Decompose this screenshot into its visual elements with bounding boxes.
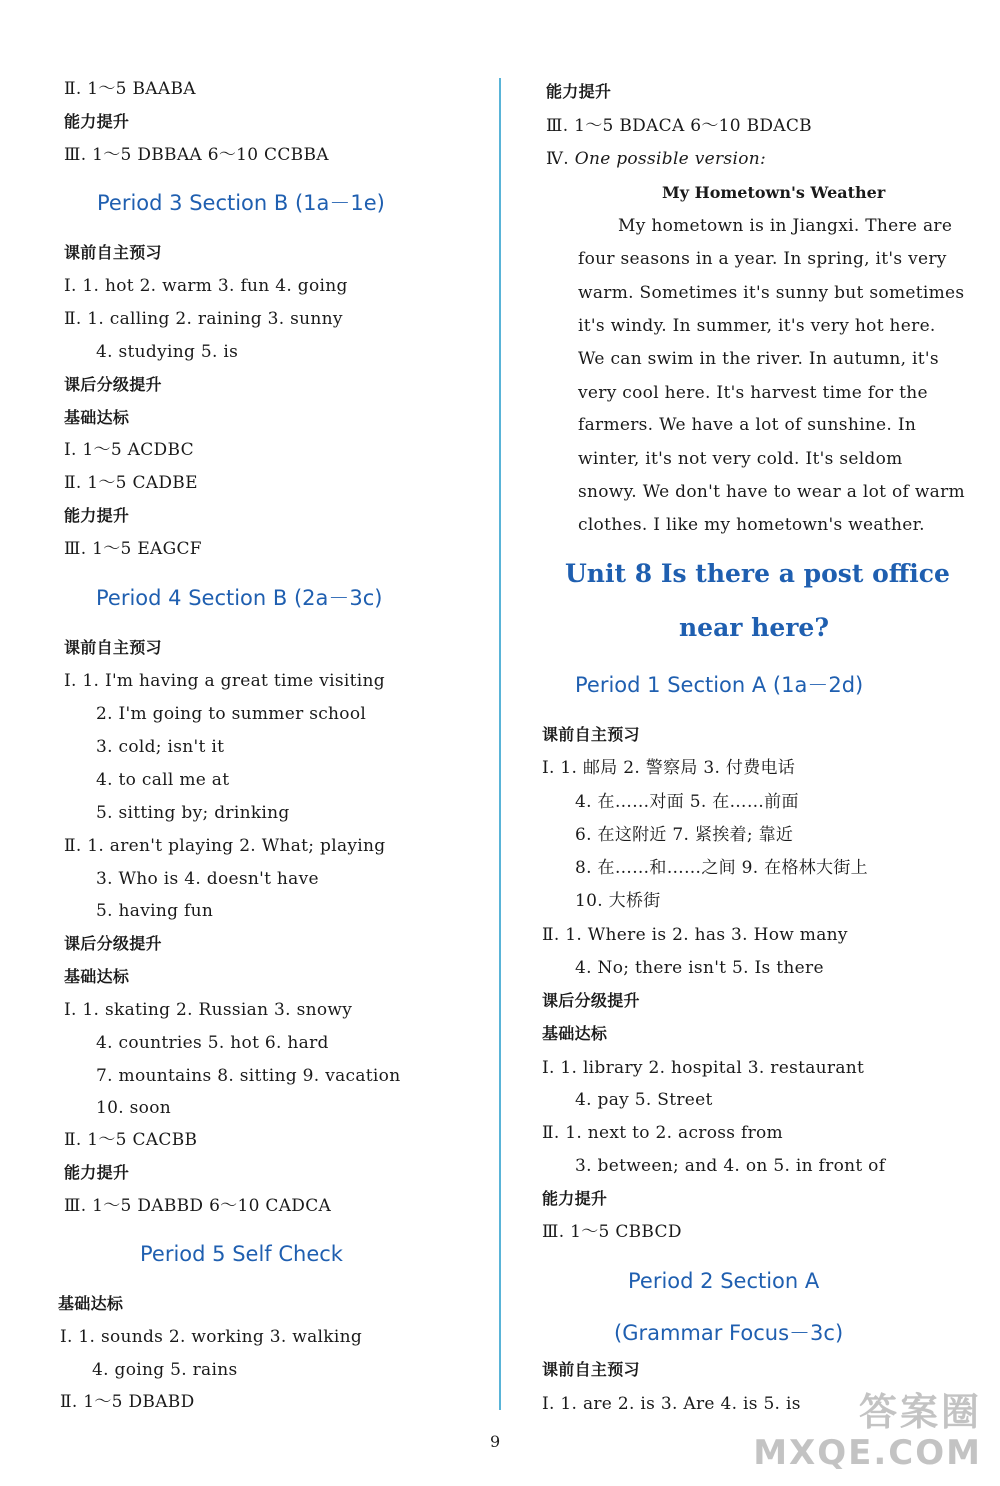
answer-line: Ⅱ. 1～5 BAABA bbox=[64, 79, 196, 99]
section-heading: 课前自主预习 bbox=[542, 1360, 640, 1379]
watermark-url: MXQE.COM bbox=[753, 1433, 982, 1473]
answer-line: 3. Who is 4. doesn't have bbox=[96, 869, 319, 889]
answer-line: 4. No; there isn't 5. Is there bbox=[575, 958, 824, 978]
page-number: 9 bbox=[490, 1432, 501, 1451]
period-heading: Period 3 Section B (1a－1e) bbox=[97, 191, 385, 215]
essay-line: very cool here. It's harvest time for the bbox=[578, 383, 928, 403]
essay-line: four seasons in a year. In spring, it's very bbox=[578, 249, 947, 269]
answer-line: Ⅰ. 1. sounds 2. working 3. walking bbox=[60, 1327, 363, 1347]
essay-line: My hometown is in Jiangxi. There are bbox=[618, 216, 953, 236]
period-subheading: (Grammar Focus－3c) bbox=[614, 1321, 844, 1345]
unit-title-continued: near here? bbox=[679, 613, 829, 642]
watermark-logo bbox=[753, 1390, 982, 1472]
answer-line: 7. mountains 8. sitting 9. vacation bbox=[96, 1066, 401, 1086]
answer-line: 4. pay 5. Street bbox=[575, 1090, 713, 1110]
period-heading: Period 1 Section A (1a－2d) bbox=[575, 673, 864, 697]
answer-line: Ⅱ. 1. Where is 2. has 3. How many bbox=[542, 925, 848, 945]
answer-line bbox=[546, 148, 766, 170]
answer-line: 8. 在……和……之间 9. 在格林大街上 bbox=[575, 858, 868, 878]
unit-title: Unit 8 Is there a post office bbox=[565, 559, 950, 588]
essay-line: winter, it's not very cold. It's seldom bbox=[578, 449, 903, 469]
essay-line: farmers. We have a lot of sunshine. In bbox=[578, 415, 917, 435]
answer-line: Ⅰ. 1～5 ACDBC bbox=[64, 440, 194, 460]
answer-line: Ⅱ. 1～5 CACBB bbox=[64, 1130, 198, 1150]
answer-line: Ⅲ. 1～5 CBBCD bbox=[542, 1222, 682, 1242]
section-heading: 基础达标 bbox=[542, 1024, 608, 1043]
answer-line: Ⅰ. 1. 邮局 2. 警察局 3. 付费电话 bbox=[542, 758, 796, 778]
column-divider bbox=[499, 78, 501, 1410]
answer-line: Ⅰ. 1. I'm having a great time visiting bbox=[64, 671, 385, 691]
section-heading: 基础达标 bbox=[58, 1294, 124, 1313]
period-heading: Period 5 Self Check bbox=[140, 1242, 343, 1266]
period-heading: Period 4 Section B (2a－3c) bbox=[96, 586, 383, 610]
answer-line: Ⅱ. 1～5 DBABD bbox=[60, 1392, 195, 1412]
essay-line: clothes. I like my hometown's weather. bbox=[578, 515, 925, 535]
section-heading: 课前自主预习 bbox=[542, 725, 640, 744]
answer-line: Ⅱ. 1～5 CADBE bbox=[64, 473, 198, 493]
section-heading: 课前自主预习 bbox=[64, 243, 162, 262]
answer-line: Ⅱ. 1. calling 2. raining 3. sunny bbox=[64, 309, 343, 329]
essay-title: My Hometown's Weather bbox=[662, 183, 886, 202]
section-heading: 课后分级提升 bbox=[64, 375, 162, 394]
answer-line: 6. 在这附近 7. 紧挨着; 靠近 bbox=[575, 825, 794, 845]
answer-line: 10. 大桥街 bbox=[575, 891, 661, 911]
period-heading: Period 2 Section A bbox=[628, 1269, 820, 1293]
answer-line: 10. soon bbox=[96, 1098, 171, 1118]
section-heading: 基础达标 bbox=[64, 967, 130, 986]
section-heading: 能力提升 bbox=[542, 1189, 608, 1208]
essay-line: We can swim in the river. In autumn, it's bbox=[578, 349, 939, 369]
roman-numeral: Ⅳ. bbox=[546, 149, 575, 169]
answer-line: 4. to call me at bbox=[96, 770, 230, 790]
answer-line: Ⅱ. 1. aren't playing 2. What; playing bbox=[64, 836, 386, 856]
answer-line: 4. studying 5. is bbox=[96, 342, 239, 362]
answer-line: Ⅲ. 1～5 EAGCF bbox=[64, 539, 202, 559]
section-heading: 能力提升 bbox=[64, 506, 130, 525]
watermark-text: 答案圈 bbox=[858, 1390, 982, 1434]
section-heading: 能力提升 bbox=[546, 82, 612, 101]
answer-line: 5. sitting by; drinking bbox=[96, 803, 290, 823]
answer-line: 2. I'm going to summer school bbox=[96, 704, 367, 724]
essay-line: it's windy. In summer, it's very hot here. bbox=[578, 316, 936, 336]
section-heading: 课后分级提升 bbox=[64, 934, 162, 953]
answer-line: Ⅰ. 1. are 2. is 3. Are 4. is 5. is bbox=[542, 1394, 801, 1414]
version-note: One possible version: bbox=[574, 149, 767, 169]
section-heading: 基础达标 bbox=[64, 408, 130, 427]
answer-line: 4. countries 5. hot 6. hard bbox=[96, 1033, 329, 1053]
answer-line: Ⅰ. 1. hot 2. warm 3. fun 4. going bbox=[64, 276, 348, 296]
answer-line: 4. going 5. rains bbox=[92, 1360, 238, 1380]
answer-line: Ⅲ. 1～5 DBBAA 6～10 CCBBA bbox=[64, 145, 329, 165]
answer-line: 5. having fun bbox=[96, 901, 214, 921]
section-heading: 课后分级提升 bbox=[542, 991, 640, 1010]
answer-line: Ⅲ. 1～5 BDACA 6～10 BDACB bbox=[546, 116, 812, 136]
answer-line: 3. cold; isn't it bbox=[96, 737, 225, 757]
section-heading: 能力提升 bbox=[64, 112, 130, 131]
essay-line: snowy. We don't have to wear a lot of warm bbox=[578, 482, 965, 502]
section-heading: 能力提升 bbox=[64, 1163, 130, 1182]
section-heading: 课前自主预习 bbox=[64, 638, 162, 657]
answer-line: Ⅰ. 1. library 2. hospital 3. restaurant bbox=[542, 1058, 865, 1078]
answer-line: Ⅰ. 1. skating 2. Russian 3. snowy bbox=[64, 1000, 353, 1020]
answer-line: Ⅲ. 1～5 DABBD 6～10 CADCA bbox=[64, 1196, 332, 1216]
answer-line: 3. between; and 4. on 5. in front of bbox=[575, 1156, 886, 1176]
answer-line: 4. 在……对面 5. 在……前面 bbox=[575, 792, 799, 812]
answer-line: Ⅱ. 1. next to 2. across from bbox=[542, 1123, 783, 1143]
essay-line: warm. Sometimes it's sunny but sometimes bbox=[578, 283, 965, 303]
